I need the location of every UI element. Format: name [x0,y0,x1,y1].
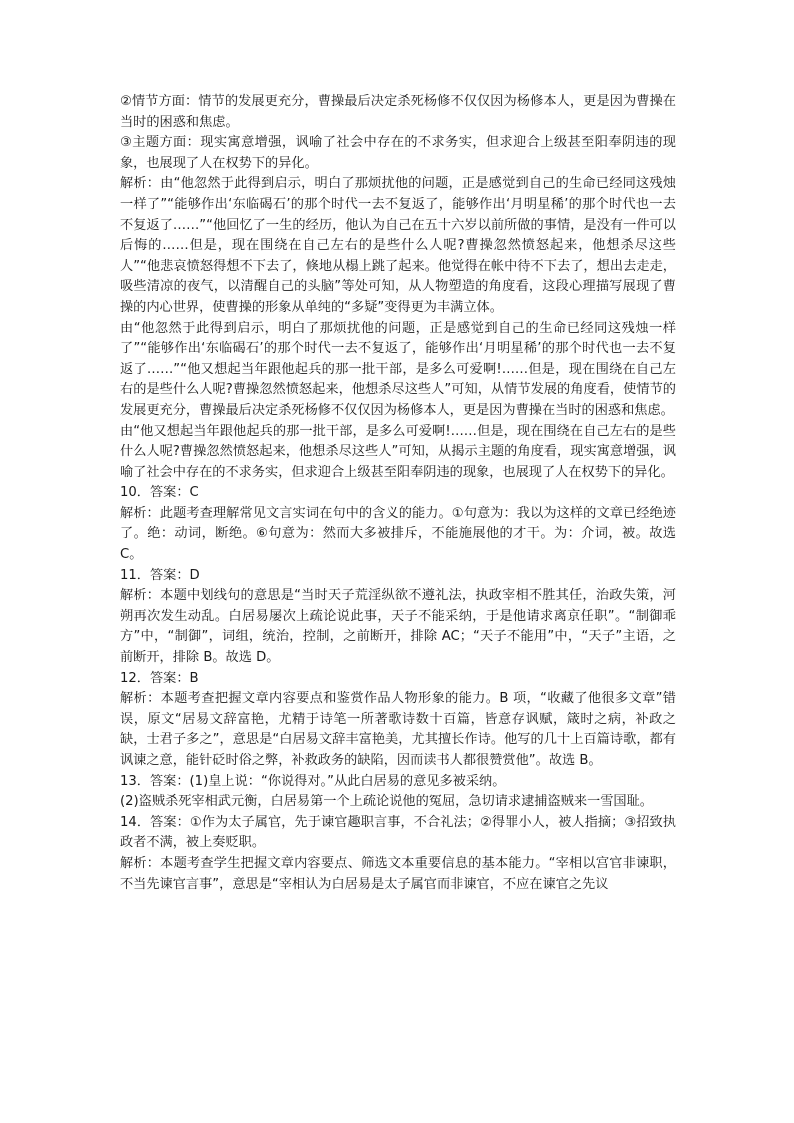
paragraph: 由“他又想起当年跟他起兵的那一批干部，是多么可爱啊!……但是，现在围绕在自己左右的是些什么人呢?曹操忽然愤怒起来，他想杀尽这些人”可知，从揭示主题的角度看，现实寓意增强，讽喻了社会中存在的不求务实，但求迎合上级甚至阳奉阴违的现象，也展现了人在权势下的异化。 [120,423,676,480]
answer-heading: 12．答案：B [120,670,199,686]
paragraph: ③主题方面：现实寓意增强，讽喻了社会中存在的不求务实，但求迎合上级甚至阳奉阴违的现象，也展现了人在权势下的异化。 [120,135,676,171]
answer-heading: 13．答案：(1)皇上说：“你说得对。”从此白居易的意见多被采纳。 [120,773,506,789]
paragraph: 解析：由“他忽然于此得到启示，明白了那烦扰他的问题，正是感觉到自己的生命已经同这残烛一样了”“能够作出‘东临碣石’的那个时代一去不复返了，能够作出‘月明星稀’的那个时代也一去不复返了……”“他回忆了一生的经历，他认为自己在五十六岁以前所做的事情，是没有一件可以后悔的……但是，现在围绕在自己左右的是些什么人呢?曹操忽然愤怒起来，他想杀尽这些人”“他悲哀愤怒得想不下去了，倏地从榻上跳了起来。他觉得在帐中待不下去了，想出去走走，吸些清凉的夜气，以清醒自己的头脑”等处可知，从人物塑造的角度看，这段心理描写展现了曹操的内心世界，使曹操的形象从单纯的“多疑”变得更为丰满立体。 [120,176,676,315]
paragraph: 解析：本题考查把握文章内容要点和鉴赏作品人物形象的能力。B 项，“收藏了他很多文章”错误，原文“居易文辞富艳，尤精于诗笔一所著歌诗数十百篇，皆意存讽赋，箴时之病，补政之缺，士君子多之”，意思是“白居易文辞丰富艳美，尤其擅长作诗。他写的几十上百篇诗歌，都有讽谏之意，能针砭时俗之弊，补救政务的缺陷，因而读书人都很赞赏他”。故选 B。 [120,691,676,768]
paragraph: 解析：本题考查学生把握文章内容要点、筛选文本重要信息的基本能力。“宰相以宫官非谏职，不当先谏官言事”，意思是“宰相认为白居易是太子属官而非谏官，不应在谏官之先议 [120,855,676,892]
paragraph: (2)盗贼杀死宰相武元衡，白居易第一个上疏论说他的冤屈，急切请求逮捕盗贼来一雪国耻。 [120,794,653,810]
paragraph: 解析：此题考查理解常见文言实词在句中的含义的能力。①句意为：我以为这样的文章已经绝迹了。绝：动词，断绝。⑥句意为：然而大多被排斥，不能施展他的才干。为：介词，被。故选 C。 [120,505,676,563]
paragraph: 解析：本题中划线句的意思是“当时天子荒淫纵欲不遵礼法，执政宰相不胜其任，治政失策，河朔再次发生动乱。白居易屡次上疏论说此事，天子不能采纳，于是他请求离京任职”。“制御乖方”中，“制御”，词组，统治，控制，之前断开，排除 AC；“天子不能用”中，“天子”主语，之前断开，排除 B。故选 D。 [120,588,676,666]
paragraph: 由“他忽然于此得到启示，明白了那烦扰他的问题，正是感觉到自己的生命已经同这残烛一样了”“能够作出‘东临碣石’的那个时代一去不复返了，能够作出‘月明星稀’的那个时代也一去不复返了……”“他又想起当年跟他起兵的那一批干部，是多么可爱啊!……但是，现在围绕在自己左右的是些什么人呢?曹操忽然愤怒起来，他想杀尽这些人”可知，从情节发展的角度看，使情节的发展更充分，曹操最后决定杀死杨修不仅仅因为杨修本人，更是因为曹操在当时的困惑和焦虑。 [120,320,676,418]
document-body [120,92,676,895]
answer-heading: 11．答案：D [120,567,200,583]
answer-heading: 10．答案：C [120,485,199,501]
paragraph: ②情节方面：情节的发展更充分，曹操最后决定杀死杨修不仅仅因为杨修本人，更是因为曹操在当时的困惑和焦虑。 [120,94,676,130]
answer-heading: 14．答案：①作为太子属官，先于谏官趣职言事，不合礼法；②得罪小人，被人指摘；③招致执政者不满，被上奏贬职。 [120,814,676,851]
